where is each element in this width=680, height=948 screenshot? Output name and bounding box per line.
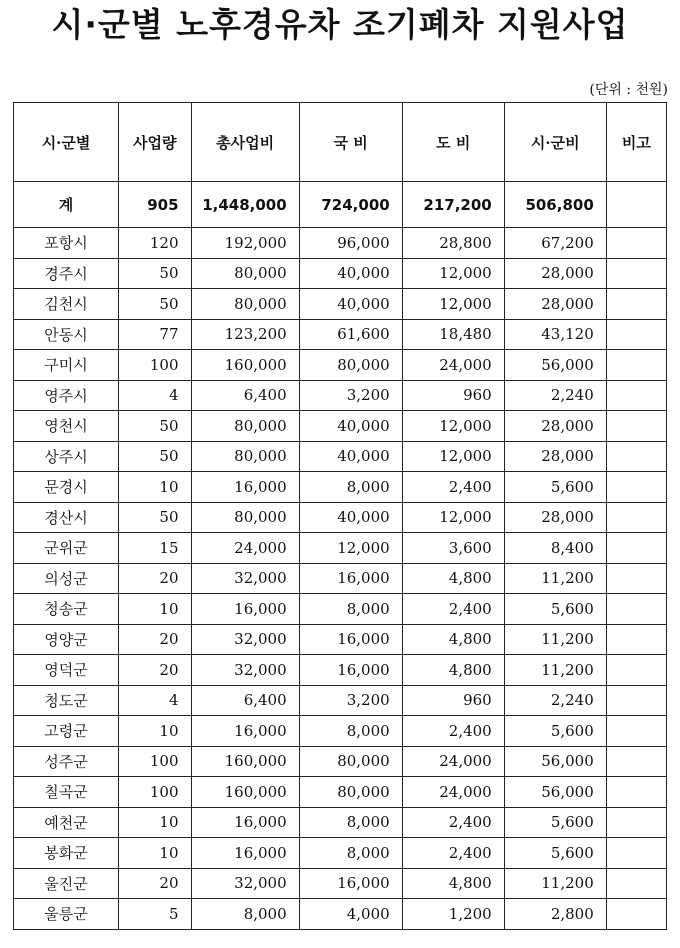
province-cost: 12,000	[402, 411, 504, 442]
quantity: 50	[119, 258, 191, 289]
region-name: 구미시	[14, 350, 119, 381]
table-row	[14, 380, 667, 411]
total-cost: 16,000	[191, 716, 299, 747]
note-cell	[606, 563, 666, 594]
city-cost: 28,000	[504, 258, 606, 289]
total-cost: 16,000	[191, 838, 299, 869]
city-cost: 8,400	[504, 533, 606, 564]
city-cost: 56,000	[504, 777, 606, 808]
quantity: 10	[119, 838, 191, 869]
total-cost: 160,000	[191, 350, 299, 381]
region-name: 경산시	[14, 502, 119, 533]
note-cell	[606, 655, 666, 686]
table-row	[14, 472, 667, 503]
region-name: 김천시	[14, 289, 119, 320]
city-cost: 28,000	[504, 289, 606, 320]
total-cost: 24,000	[191, 533, 299, 564]
province-cost: 960	[402, 685, 504, 716]
province-cost: 960	[402, 380, 504, 411]
table-row	[14, 777, 667, 808]
table-row	[14, 289, 667, 320]
total-cost: 80,000	[191, 289, 299, 320]
total-cost: 1,448,000	[191, 182, 299, 228]
note-cell	[606, 228, 666, 259]
quantity: 15	[119, 533, 191, 564]
city-cost: 5,600	[504, 838, 606, 869]
city-cost: 2,240	[504, 685, 606, 716]
table-row	[14, 319, 667, 350]
total-cost: 6,400	[191, 380, 299, 411]
province-cost: 4,800	[402, 655, 504, 686]
province-cost: 1,200	[402, 899, 504, 930]
total-cost: 16,000	[191, 807, 299, 838]
city-cost: 56,000	[504, 350, 606, 381]
national-cost: 3,200	[299, 685, 402, 716]
header-row	[14, 103, 667, 182]
header-total-cost: 총사업비	[191, 103, 299, 182]
national-cost: 80,000	[299, 350, 402, 381]
province-cost: 4,800	[402, 624, 504, 655]
quantity: 20	[119, 655, 191, 686]
note-cell	[606, 289, 666, 320]
quantity: 77	[119, 319, 191, 350]
region-name: 경주시	[14, 258, 119, 289]
total-city: 506,800	[504, 182, 606, 228]
note-cell	[606, 868, 666, 899]
national-cost: 8,000	[299, 472, 402, 503]
total-cost: 6,400	[191, 685, 299, 716]
city-cost: 28,000	[504, 502, 606, 533]
total-cost: 160,000	[191, 746, 299, 777]
national-cost: 8,000	[299, 716, 402, 747]
national-cost: 40,000	[299, 258, 402, 289]
city-cost: 43,120	[504, 319, 606, 350]
quantity: 5	[119, 899, 191, 930]
national-cost: 40,000	[299, 441, 402, 472]
city-cost: 11,200	[504, 563, 606, 594]
region-name: 고령군	[14, 716, 119, 747]
city-cost: 5,600	[504, 807, 606, 838]
province-cost: 24,000	[402, 350, 504, 381]
total-cost: 32,000	[191, 624, 299, 655]
total-national: 724,000	[299, 182, 402, 228]
region-name: 울릉군	[14, 899, 119, 930]
note-cell	[606, 807, 666, 838]
total-cost: 80,000	[191, 258, 299, 289]
province-cost: 12,000	[402, 289, 504, 320]
province-cost: 28,800	[402, 228, 504, 259]
quantity: 100	[119, 350, 191, 381]
province-cost: 2,400	[402, 716, 504, 747]
table-row	[14, 807, 667, 838]
city-cost: 5,600	[504, 716, 606, 747]
quantity: 50	[119, 441, 191, 472]
total-cost: 32,000	[191, 655, 299, 686]
note-cell	[606, 533, 666, 564]
header-quantity: 사업량	[119, 103, 191, 182]
province-cost: 24,000	[402, 746, 504, 777]
quantity: 10	[119, 594, 191, 625]
quantity: 50	[119, 289, 191, 320]
quantity: 10	[119, 472, 191, 503]
note-cell	[606, 411, 666, 442]
province-cost: 4,800	[402, 868, 504, 899]
province-cost: 12,000	[402, 441, 504, 472]
note-cell	[606, 746, 666, 777]
table-row	[14, 594, 667, 625]
total-note	[606, 182, 666, 228]
region-name: 영덕군	[14, 655, 119, 686]
city-cost: 5,600	[504, 594, 606, 625]
quantity: 120	[119, 228, 191, 259]
region-name: 울진군	[14, 868, 119, 899]
total-cost: 123,200	[191, 319, 299, 350]
table-row	[14, 685, 667, 716]
national-cost: 40,000	[299, 289, 402, 320]
total-label: 계	[14, 182, 119, 228]
total-row	[14, 182, 667, 228]
table-row	[14, 746, 667, 777]
city-cost: 11,200	[504, 655, 606, 686]
quantity: 4	[119, 380, 191, 411]
total-cost: 32,000	[191, 563, 299, 594]
total-cost: 80,000	[191, 441, 299, 472]
city-cost: 56,000	[504, 746, 606, 777]
province-cost: 2,400	[402, 838, 504, 869]
region-name: 예천군	[14, 807, 119, 838]
region-name: 영양군	[14, 624, 119, 655]
province-cost: 2,400	[402, 594, 504, 625]
national-cost: 61,600	[299, 319, 402, 350]
region-name: 성주군	[14, 746, 119, 777]
table-row	[14, 899, 667, 930]
note-cell	[606, 472, 666, 503]
quantity: 10	[119, 807, 191, 838]
page-title: 시·군별 노후경유차 조기폐차 지원사업	[51, 5, 629, 44]
total-quantity: 905	[119, 182, 191, 228]
province-cost: 24,000	[402, 777, 504, 808]
province-cost: 4,800	[402, 563, 504, 594]
quantity: 20	[119, 563, 191, 594]
quantity: 100	[119, 746, 191, 777]
city-cost: 67,200	[504, 228, 606, 259]
header-note: 비고	[606, 103, 666, 182]
region-name: 청송군	[14, 594, 119, 625]
national-cost: 16,000	[299, 655, 402, 686]
budget-table	[13, 102, 667, 930]
city-cost: 2,800	[504, 899, 606, 930]
header-city: 시·군비	[504, 103, 606, 182]
province-cost: 12,000	[402, 258, 504, 289]
national-cost: 3,200	[299, 380, 402, 411]
total-cost: 8,000	[191, 899, 299, 930]
region-name: 안동시	[14, 319, 119, 350]
table-row	[14, 716, 667, 747]
national-cost: 96,000	[299, 228, 402, 259]
national-cost: 12,000	[299, 533, 402, 564]
national-cost: 80,000	[299, 777, 402, 808]
note-cell	[606, 838, 666, 869]
table-row	[14, 868, 667, 899]
quantity: 50	[119, 502, 191, 533]
province-cost: 2,400	[402, 472, 504, 503]
city-cost: 11,200	[504, 624, 606, 655]
region-name: 문경시	[14, 472, 119, 503]
table-row	[14, 624, 667, 655]
header-national: 국 비	[299, 103, 402, 182]
national-cost: 16,000	[299, 868, 402, 899]
province-cost: 3,600	[402, 533, 504, 564]
note-cell	[606, 350, 666, 381]
total-province: 217,200	[402, 182, 504, 228]
national-cost: 16,000	[299, 563, 402, 594]
region-name: 영주시	[14, 380, 119, 411]
table-row	[14, 258, 667, 289]
quantity: 20	[119, 868, 191, 899]
total-cost: 80,000	[191, 502, 299, 533]
note-cell	[606, 594, 666, 625]
table-row	[14, 502, 667, 533]
table-row	[14, 563, 667, 594]
note-cell	[606, 685, 666, 716]
region-name: 봉화군	[14, 838, 119, 869]
region-name: 청도군	[14, 685, 119, 716]
region-name: 포항시	[14, 228, 119, 259]
note-cell	[606, 441, 666, 472]
city-cost: 28,000	[504, 441, 606, 472]
city-cost: 11,200	[504, 868, 606, 899]
region-name: 의성군	[14, 563, 119, 594]
total-cost: 16,000	[191, 594, 299, 625]
national-cost: 4,000	[299, 899, 402, 930]
city-cost: 5,600	[504, 472, 606, 503]
quantity: 20	[119, 624, 191, 655]
region-name: 상주시	[14, 441, 119, 472]
quantity: 10	[119, 716, 191, 747]
table-row	[14, 228, 667, 259]
total-cost: 160,000	[191, 777, 299, 808]
region-name: 칠곡군	[14, 777, 119, 808]
table-row	[14, 838, 667, 869]
total-cost: 16,000	[191, 472, 299, 503]
note-cell	[606, 624, 666, 655]
header-region: 시·군별	[14, 103, 119, 182]
national-cost: 40,000	[299, 411, 402, 442]
province-cost: 2,400	[402, 807, 504, 838]
national-cost: 80,000	[299, 746, 402, 777]
total-cost: 32,000	[191, 868, 299, 899]
total-cost: 80,000	[191, 411, 299, 442]
note-cell	[606, 319, 666, 350]
quantity: 100	[119, 777, 191, 808]
table-row	[14, 533, 667, 564]
national-cost: 8,000	[299, 594, 402, 625]
quantity: 4	[119, 685, 191, 716]
national-cost: 8,000	[299, 838, 402, 869]
table-row	[14, 441, 667, 472]
region-name: 군위군	[14, 533, 119, 564]
national-cost: 8,000	[299, 807, 402, 838]
province-cost: 18,480	[402, 319, 504, 350]
region-name: 영천시	[14, 411, 119, 442]
table-row	[14, 655, 667, 686]
national-cost: 40,000	[299, 502, 402, 533]
total-cost: 192,000	[191, 228, 299, 259]
national-cost: 16,000	[299, 624, 402, 655]
province-cost: 12,000	[402, 502, 504, 533]
header-province: 도 비	[402, 103, 504, 182]
note-cell	[606, 899, 666, 930]
note-cell	[606, 502, 666, 533]
note-cell	[606, 777, 666, 808]
unit-label: (단위 : 천원)	[589, 82, 668, 98]
table-row	[14, 350, 667, 381]
table-row	[14, 411, 667, 442]
note-cell	[606, 716, 666, 747]
note-cell	[606, 380, 666, 411]
city-cost: 28,000	[504, 411, 606, 442]
quantity: 50	[119, 411, 191, 442]
note-cell	[606, 258, 666, 289]
city-cost: 2,240	[504, 380, 606, 411]
